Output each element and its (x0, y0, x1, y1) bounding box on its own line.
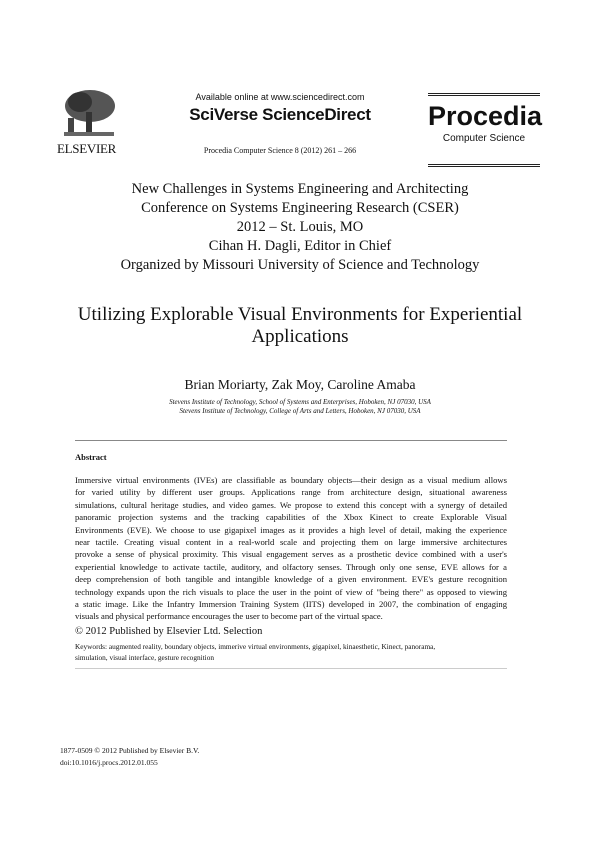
keywords (75, 641, 515, 663)
footer (60, 745, 199, 769)
doi-line[interactable]: doi:10.1016/j.procs.2012.01.055 (60, 758, 158, 767)
keywords-line: simulation, visual interface, gesture recognition (75, 653, 215, 662)
abstract-line: Environments (EVE). We choose to use gigapixel images as it provides a high level of detail, making the experience (75, 524, 507, 535)
abstract-line: panoramic projection systems and the tracking capabilities of the Xbox Kinect to create Explorable Visual (75, 512, 507, 523)
conference-line: 2012 – St. Louis, MO (236, 219, 364, 235)
conference-info (0, 180, 600, 275)
conference-line: New Challenges in Systems Engineering and Architecting (131, 181, 469, 197)
abstract-line: for varied utility by different user groups. Applications range from architecture design, situational awareness (75, 487, 507, 498)
divider (75, 668, 507, 669)
procedia-logo-title: Procedia (428, 101, 543, 131)
journal-reference: Procedia Computer Science 8 (2012) 261 – 266 (203, 146, 357, 155)
abstract-line: deep comprehension of both tangible and intangible knowledge of a given environment. EVE's gesture recognition (75, 574, 507, 585)
abstract-line: a static image. Like the Infantry Immersion Training System (IITS) developed in 2007, the combination of engaging (75, 599, 507, 610)
abstract-heading: Abstract (75, 452, 107, 462)
affiliation: Stevens Institute of Technology, School of Systems and Enterprises, Hoboken, NJ 07030, USA (169, 398, 431, 406)
elsevier-tree-logo (60, 88, 116, 140)
authors: Brian Moriarty, Zak Moy, Caroline Amaba (184, 377, 416, 392)
keywords-line: Keywords: augmented reality, boundary objects, immerive virtual environments, gigapixel, kinaesthetic, Kinect, panorama, (75, 642, 436, 651)
issn-line: 1877-0509 © 2012 Published by Elsevier B.V. (60, 746, 200, 755)
paper-title (0, 304, 600, 348)
affiliation: Stevens Institute of Technology, College of Arts and Letters, Hoboken, NJ 07030, USA (179, 407, 421, 415)
procedia-logo (428, 93, 543, 167)
abstract-line: visuals and physical performance encourages the user to become part of the virtual space. (75, 611, 383, 622)
available-online-text: Available online at www.sciencedirect.com (195, 92, 365, 102)
divider (75, 440, 507, 441)
conference-line: Organized by Missouri University of Science and Technology (120, 257, 480, 273)
abstract-line: provoke a sense of physical proximity. This visual engagement serves as a prosthetic device combined with a user's (75, 549, 507, 560)
publisher-name: ELSEVIER (57, 141, 116, 156)
title-line: Utilizing Explorable Visual Environments for Experiential (77, 304, 523, 325)
abstract-line: simulations, cultural heritage studies, and video games. We propose to extend this concept with a synergy of detailed (75, 499, 507, 510)
abstract-line: experiential knowledge to activate tactile, auditory, and olfactory senses. Through only one sense, EVE allows for a (75, 561, 507, 572)
procedia-logo-subtitle: Computer Science (442, 133, 526, 144)
abstract-line: near tactile. Creating visual content in a real-world scale and projecting them on large immersive architectures (75, 537, 507, 548)
abstract-line: technology expands upon the rich visuals to place the user in the point of view of "being there" as opposed to viewing (75, 586, 507, 597)
conference-line: Cihan H. Dagli, Editor in Chief (208, 238, 392, 254)
abstract-body (75, 474, 507, 623)
abstract-line: Immersive virtual environments (IVEs) are classifiable as boundary objects—their design as a visual medium allows (75, 475, 507, 485)
copyright: © 2012 Published by Elsevier Ltd. Selection (75, 626, 263, 637)
conference-line: Conference on Systems Engineering Research (CSER) (141, 200, 459, 216)
title-line: Applications (251, 326, 349, 347)
sciencedirect-logo: SciVerse ScienceDirect (189, 105, 371, 124)
